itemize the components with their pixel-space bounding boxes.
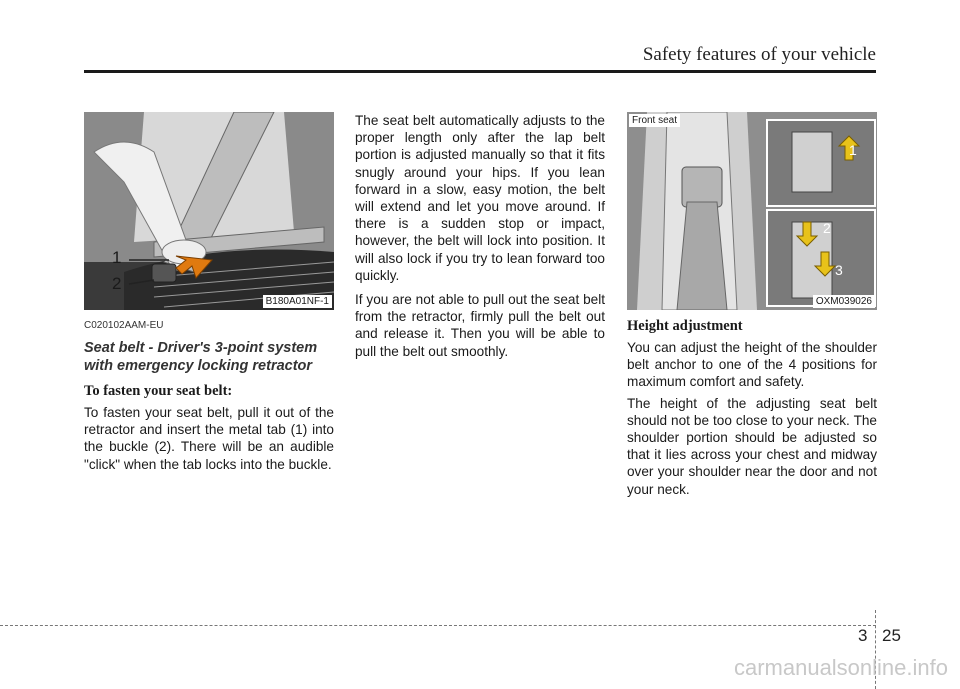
left-column [84,112,334,473]
retractor-paragraph: If you are not able to pull out the seat belt from the retractor, firmly pull the belt out and release it. Then you will be able to pull the belt out smoothly. [355,292,605,359]
footer-dashed-line [0,625,876,626]
seat-belt-fastening-image [84,112,334,310]
height-paragraph-1: You can adjust the height of the shoulder belt anchor to one of the 4 positions for maximum comfort and safety. [627,340,877,390]
fasten-heading: To fasten your seat belt: [84,383,233,399]
fasten-paragraph: To fasten your seat belt, pull it out of the retractor and insert the metal tab (1) into the buckle (2). There will be an audible "click" when the tab locks into the buckle. [84,405,334,472]
chapter-number: 3 [858,626,868,645]
section-sub-heading: Seat belt - Driver's 3-point system with emergency locking retractor [84,340,318,374]
figure-code: B180A01NF-1 [263,295,332,308]
header-rule [84,70,876,73]
height-adjuster-illustration [627,112,877,310]
section-code: C020102AAM-EU [84,320,164,331]
callout-1-label: 1 [849,142,857,158]
page-number: 25 [882,626,901,645]
callout-2-label: 2 [823,220,831,236]
height-paragraph-2: The height of the adjusting seat belt should not be too close to your neck. The shoulder portion should be adjusted so that it lies across your chest and midway over your shoulder near the door and not your neck. [627,395,877,497]
running-header: Safety features of your vehicle [642,44,876,65]
seat-belt-fastening-illustration [84,112,334,310]
callout-2-label: 2 [112,274,122,293]
right-column [627,112,877,498]
front-seat-tag: Front seat [629,114,680,127]
height-adjustment-heading: Height adjustment [627,318,743,334]
middle-column [355,112,605,360]
watermark: carmanualsonline.info [733,655,948,680]
height-adjuster-image [627,112,877,310]
callout-3-label: 3 [835,262,843,278]
callout-1-label: 1 [112,248,122,267]
auto-adjust-paragraph: The seat belt automatically adjusts to the proper length only after the lap belt portion is adjusted manually so that it fits snugly around your hips. If you lean forward in a slow, easy motion, the belt will extend and let you move around. If there is a sudden stop or impact, however, the belt will lock into position. It will also lock if you try to lean forward too quickly. [355,113,605,283]
figure-code: OXM039026 [813,295,875,308]
